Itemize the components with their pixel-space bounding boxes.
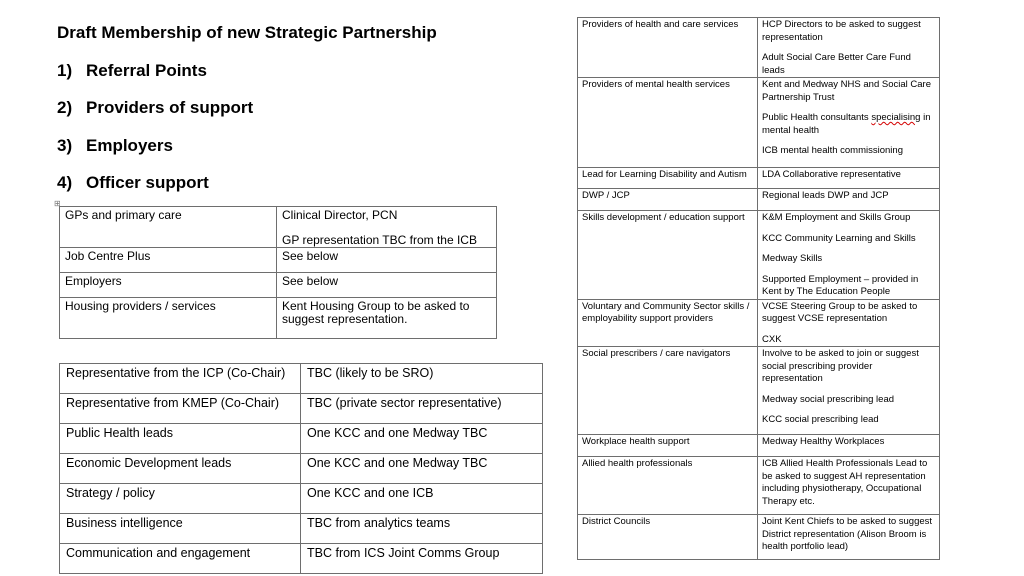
member-line: HCP Directors to be asked to suggest representation [762,19,921,43]
section-label: Providers of support [86,98,254,118]
table-row [578,435,940,457]
role-cell: Lead for Learning Disability and Autism [578,168,758,189]
role-cell: Job Centre Plus [60,248,277,273]
member-cell [758,211,940,300]
table-row [578,78,940,168]
table-row [60,273,497,298]
table-row [578,211,940,300]
officer-support-table [59,363,543,574]
table-row [60,544,543,574]
section-number: 1) [57,61,73,80]
providers-of-support-table [577,17,940,560]
table-row [60,394,543,424]
section-item [57,60,253,82]
member-cell: TBC from ICS Joint Comms Group [301,544,543,574]
role-cell: Representative from KMEP (Co-Chair) [60,394,301,424]
member-line: Clinical Director, PCN [282,208,398,222]
member-line: GP representation TBC from the ICB [282,233,477,247]
section-label: Employers [86,135,173,155]
member-text: in mental health [762,112,931,136]
member-cell: One KCC and one Medway TBC [301,454,543,484]
section-item [57,135,253,157]
member-cell: See below [277,248,497,273]
page-title: Draft Membership of new Strategic Partnership [57,23,437,42]
table-row [578,299,940,347]
member-cell [277,207,497,248]
member-line: Medway Skills [762,253,823,264]
role-cell: Voluntary and Community Sector skills / employability support providers [578,299,758,347]
member-cell: Regional leads DWP and JCP [758,189,940,211]
table-row [60,484,543,514]
table-row [60,514,543,544]
table-row [60,424,543,454]
section-number: 2) [57,98,73,118]
section-label: Referral Points [86,61,207,80]
member-cell [758,78,940,168]
referral-points-table [59,206,497,339]
member-line: Medway social prescribing lead [762,393,895,405]
member-text: Public Health consultants [762,112,872,123]
member-cell: LDA Collaborative representative [758,168,940,189]
member-cell: TBC from analytics teams [301,514,543,544]
table-row [578,18,940,78]
table-row [60,298,497,339]
role-cell: Public Health leads [60,424,301,454]
member-cell: See below [277,273,497,298]
member-cell [758,18,940,78]
role-cell: Strategy / policy [60,484,301,514]
table-row [578,457,940,515]
section-item [57,97,253,119]
member-line: KCC social prescribing lead [762,414,879,425]
member-cell: One KCC and one ICB [301,484,543,514]
member-cell: ICB Allied Health Professionals Lead to be asked to suggest AH representation including physiotherapy, Occupational Therapy etc. [758,457,940,515]
section-list [57,60,253,209]
member-line: Supported Employment – provided in Kent by The Education People [762,273,919,297]
member-line: K&M Employment and Skills Group [762,212,911,223]
table-move-handle-icon[interactable]: ⊞ [54,199,61,208]
member-cell: Joint Kent Chiefs to be asked to suggest District representation (Alison Broom is health portfolio lead) [758,515,940,560]
member-cell [758,299,940,347]
role-cell: Business intelligence [60,514,301,544]
member-line: CXK [762,333,782,345]
member-line: Kent and Medway NHS and Social Care Partnership Trust [762,79,931,103]
member-line: Adult Social Care Better Care Fund leads [762,52,911,76]
table-row [578,189,940,211]
member-line: Involve to be asked to join or suggest social prescribing provider representation [762,348,919,384]
member-line [762,112,935,137]
section-label: Officer support [86,172,209,192]
role-cell: GPs and primary care [60,207,277,248]
spelling-flagged-word[interactable]: specialising [871,112,921,123]
role-cell: Skills development / education support [578,211,758,300]
role-cell: DWP / JCP [578,189,758,211]
table-row [578,347,940,435]
section-number: 4) [57,172,73,192]
section-number: 3) [57,135,73,155]
table-row [60,248,497,273]
table-row [578,515,940,560]
table-row [578,168,940,189]
section-item [57,172,253,194]
member-line: KCC Community Learning and Skills [762,232,916,244]
role-cell: Social prescribers / care navigators [578,347,758,435]
role-cell: Providers of health and care services [578,18,758,78]
table-row [60,364,543,394]
member-cell: Kent Housing Group to be asked to suggest representation. [277,298,497,339]
member-line: ICB mental health commissioning [762,145,903,156]
member-cell: Medway Healthy Workplaces [758,435,940,457]
role-cell: Employers [60,273,277,298]
role-cell: Communication and engagement [60,544,301,574]
member-cell: TBC (likely to be SRO) [301,364,543,394]
member-cell [758,347,940,435]
role-cell: Housing providers / services [60,298,277,339]
role-cell: Economic Development leads [60,454,301,484]
role-cell: District Councils [578,515,758,560]
member-cell: One KCC and one Medway TBC [301,424,543,454]
role-cell: Allied health professionals [578,457,758,515]
table-row [60,454,543,484]
role-cell: Representative from the ICP (Co-Chair) [60,364,301,394]
role-cell: Workplace health support [578,435,758,457]
role-cell: Providers of mental health services [578,78,758,168]
table-row [60,207,497,248]
member-cell: TBC (private sector representative) [301,394,543,424]
member-line: VCSE Steering Group to be asked to suggest VCSE representation [762,300,918,324]
